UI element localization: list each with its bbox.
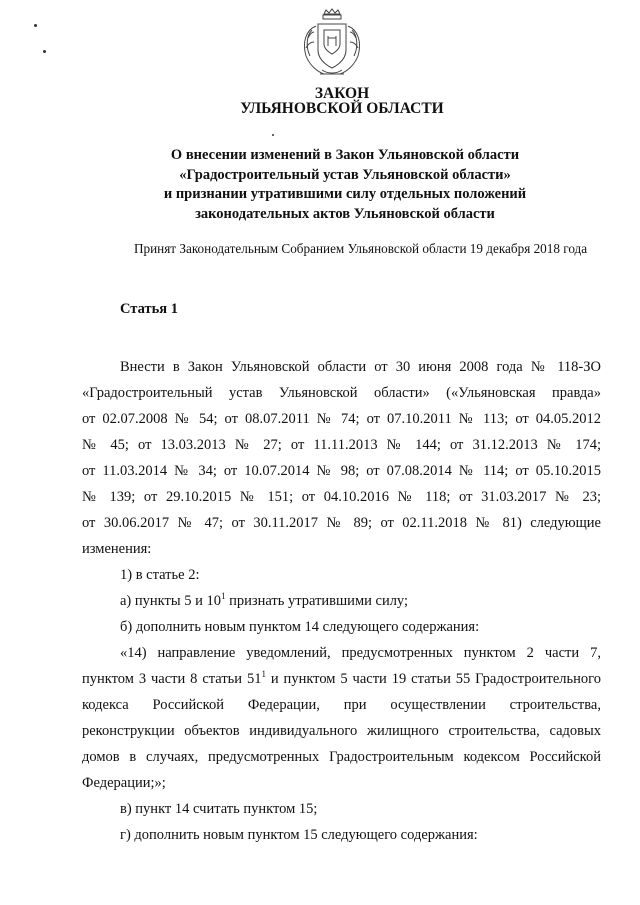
quote-line: реконструкции объектов индивидуального жилищного строительства, садовых	[82, 723, 601, 739]
list-item: г) дополнить новым пунктом 15 следующего содержания:	[120, 827, 478, 843]
list-item: б) дополнить новым пунктом 14 следующего содержания:	[120, 619, 480, 635]
scan-speck	[272, 134, 274, 136]
quote-line: Федерации;»;	[82, 775, 166, 791]
body-line: изменения:	[82, 541, 152, 557]
scan-speck	[43, 50, 46, 53]
quote-line: кодекса Российской Федерации, при осуществлении строительства,	[82, 697, 601, 713]
body-line: от 02.07.2008 № 54; от 08.07.2011 № 74; от 07.10.2011 № 113; от 04.05.2012	[82, 411, 601, 427]
quote-line: «14) направление уведомлений, предусмотренных пунктом 2 части 7,	[120, 645, 601, 661]
body-line: № 45; от 13.03.2013 № 27; от 11.11.2013 № 144; от 31.12.2013 № 174;	[82, 437, 601, 453]
law-title: ЗАКОН	[314, 85, 370, 102]
body-line: «Градостроительный устав Ульяновской области» («Ульяновская правда»	[82, 385, 601, 401]
quote-line: пунктом 3 части 8 статьи $51^1$ и пунктом 5 части 19 статьи 55 Градостроительного	[82, 669, 601, 687]
list-item: а) пункты 5 и $10^1$ признать утратившими силу;	[120, 591, 409, 609]
subtitle-line: «Градостроительный устав Ульяновской области»	[179, 166, 511, 183]
scan-speck	[34, 24, 37, 27]
adoption-note: Принят Законодательным Собранием Ульяновской области 19 декабря 2018 года	[134, 241, 588, 256]
body-line: № 139; от 29.10.2015 № 151; от 04.10.2016 № 118; от 31.03.2017 № 23;	[82, 489, 601, 505]
body-line: от 30.06.2017 № 47; от 30.11.2017 № 89; от 02.11.2018 № 81) следующие	[82, 515, 601, 531]
list-item: в) пункт 14 считать пунктом 15;	[120, 801, 318, 817]
body-line: Внести в Закон Ульяновской области от 30 июня 2008 года № 118-ЗО	[120, 359, 601, 375]
coat-of-arms-emblem	[298, 8, 366, 80]
law-subtitle	[150, 146, 540, 224]
subtitle-line: и признании утратившими силу отдельных положений	[163, 186, 527, 202]
subtitle-line: О внесении изменений в Закон Ульяновской области	[170, 147, 520, 163]
quote-line: домов в случаях, предусмотренных Градостроительным кодексом Российской	[82, 749, 601, 765]
subtitle-line: законодательных актов Ульяновской области	[195, 205, 495, 222]
article-heading: Статья 1	[120, 301, 178, 317]
body-line: от 11.03.2014 № 34; от 10.07.2014 № 98; от 07.08.2014 № 114; от 05.10.2015	[82, 463, 601, 479]
list-item: 1) в статье 2:	[120, 567, 200, 583]
region-title: УЛЬЯНОВСКОЙ ОБЛАСТИ	[240, 100, 444, 117]
